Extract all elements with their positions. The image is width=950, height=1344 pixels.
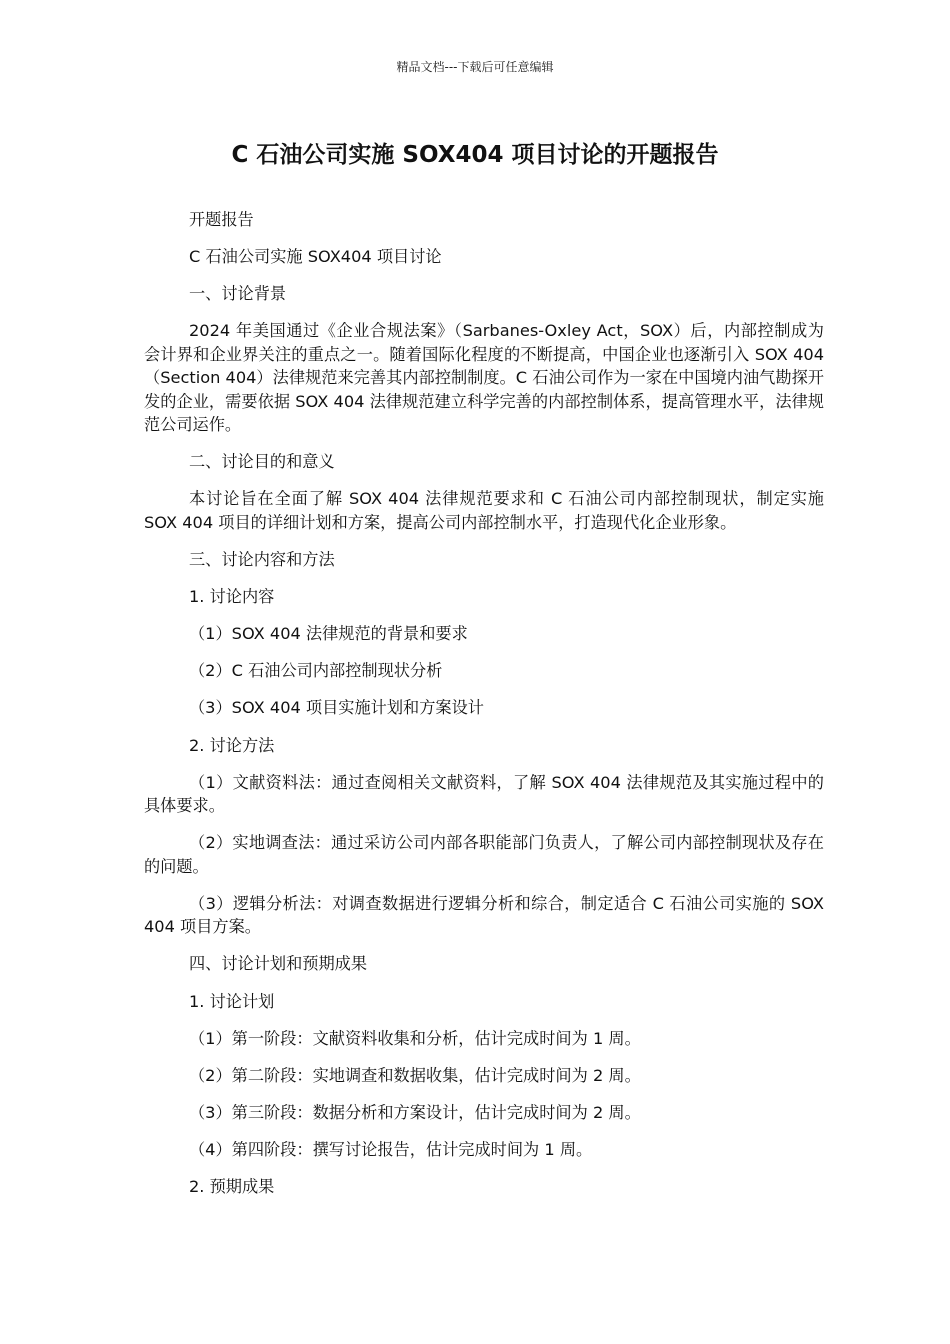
paragraph-purpose: 本讨论旨在全面了解 SOX 404 法律规范要求和 C 石油公司内部控制现状，制定实施 SOX 404 项目的详细计划和方案，提高公司内部控制水平，打造现代化企业形象。 bbox=[144, 489, 824, 532]
paragraph-label: 开题报告 bbox=[189, 210, 254, 229]
subsection-heading: 2. 讨论方法 bbox=[189, 735, 275, 755]
list-item: （3）SOX 404 项目实施计划和方案设计 bbox=[189, 698, 484, 718]
section-heading: 一、讨论背景 bbox=[189, 284, 287, 304]
list-item: （2）实地调查法：通过采访公司内部各职能部门负责人，了解公司内部控制现状及存在的问题。 bbox=[144, 833, 824, 876]
list-item: （3）第三阶段：数据分析和方案设计，估计完成时间为 2 周。 bbox=[189, 1102, 641, 1122]
section-heading: 二、讨论目的和意义 bbox=[189, 452, 335, 472]
paragraph-background: 2024 年美国通过《企业合规法案》（Sarbanes-Oxley Act，SOX）后，内部控制成为会计界和企业界关注的重点之一。随着国际化程度的不断提高，中国企业也逐渐引入 SOX 404（Section 404）法律规范来完善其内部控制制度。C 石油公司作为一家在中国境内油气勘探开发的企业，需要依据 SOX 404 法律规范建立科学完善的内部控制体系，提高管理水平，法律规范公司运作。 bbox=[144, 321, 824, 435]
document-title: C 石油公司实施 SOX404 项目讨论的开题报告 bbox=[231, 142, 719, 168]
document-body bbox=[144, 208, 824, 1212]
paragraph-subtitle: C 石油公司实施 SOX404 项目讨论 bbox=[189, 247, 442, 267]
list-item: （3）逻辑分析法：对调查数据进行逻辑分析和综合，制定适合 C 石油公司实施的 SOX 404 项目方案。 bbox=[144, 893, 824, 937]
list-item: （2）第二阶段：实地调查和数据收集，估计完成时间为 2 周。 bbox=[189, 1065, 641, 1085]
subsection-heading: 2. 预期成果 bbox=[189, 1176, 275, 1196]
section-heading: 四、讨论计划和预期成果 bbox=[189, 954, 368, 974]
list-item: （4）第四阶段：撰写讨论报告，估计完成时间为 1 周。 bbox=[189, 1139, 593, 1159]
list-item: （1）SOX 404 法律规范的背景和要求 bbox=[189, 624, 468, 644]
subsection-heading: 1. 讨论计划 bbox=[189, 991, 275, 1011]
list-item: （2）C 石油公司内部控制现状分析 bbox=[189, 661, 443, 681]
subsection-heading: 1. 讨论内容 bbox=[189, 587, 275, 607]
list-item: （1）第一阶段：文献资料收集和分析，估计完成时间为 1 周。 bbox=[189, 1028, 641, 1048]
section-heading: 三、讨论内容和方法 bbox=[189, 550, 335, 570]
header-note: 精品文档---下载后可任意编辑 bbox=[396, 60, 554, 74]
list-item: （1）文献资料法：通过查阅相关文献资料，了解 SOX 404 法律规范及其实施过程中的具体要求。 bbox=[144, 772, 824, 816]
